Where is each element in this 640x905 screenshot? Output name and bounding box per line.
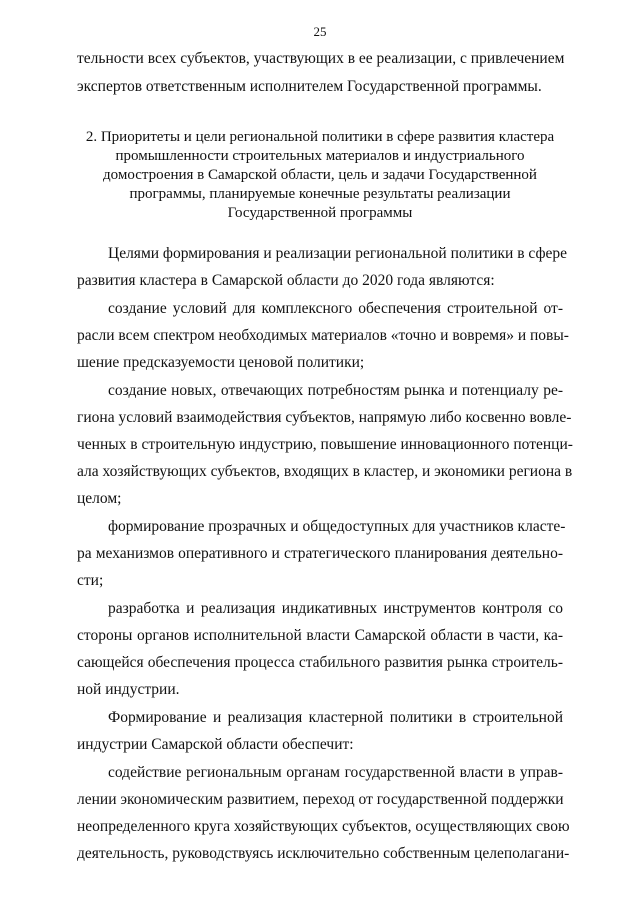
- page-number: 25: [313, 24, 327, 39]
- text-line: расли всем спектром необходимых материалов «точно и вовремя» и повы-: [77, 327, 569, 344]
- heading-line: домостроения в Самарской области, цель и задачи Государственной: [103, 167, 537, 183]
- text-line: создание новых, отвечающих потребностям рынка и потенциалу ре-: [108, 382, 563, 399]
- text-line: содействие региональным органам государственной власти в управ-: [108, 764, 563, 781]
- text-line: Формирование и реализация кластерной политики в строительной: [108, 709, 563, 726]
- text-line: шение предсказуемости ценовой политики;: [77, 354, 365, 371]
- text-line: целом;: [77, 490, 122, 507]
- text-line: сающейся обеспечения процесса стабильного развития рынка строитель-: [77, 654, 563, 671]
- heading-line: Государственной программы: [227, 205, 413, 221]
- text-line: лении экономическим развитием, переход от государственной поддержки: [77, 791, 564, 808]
- text-line: деятельность, руководствуясь исключительно собственным целеполагани-: [77, 845, 570, 862]
- text-line: ра механизмов оперативного и стратегического планирования деятельно-: [77, 545, 563, 562]
- text-line: сти;: [77, 572, 104, 589]
- text-line: ченных в строительную индустрию, повышение инновационного потенци-: [77, 436, 573, 453]
- text-line: стороны органов исполнительной власти Самарской области в части, ка-: [77, 627, 563, 644]
- text-line: ала хозяйствующих субъектов, входящих в кластер, и экономики региона в: [77, 463, 573, 480]
- text-line: экспертов ответственным исполнителем Государственной программы.: [77, 78, 542, 95]
- text-line: тельности всех субъектов, участвующих в ее реализации, с привлечением: [77, 50, 565, 67]
- text-line: ной индустрии.: [77, 681, 180, 698]
- text-line: индустрии Самарской области обеспечит:: [77, 736, 354, 753]
- heading-line: программы, планируемые конечные результаты реализации: [129, 186, 511, 202]
- text-line: создание условий для комплексного обеспечения строительной от-: [108, 300, 563, 317]
- text-line: развития кластера в Самарской области до 2020 года являются:: [77, 272, 495, 289]
- text-line: разработка и реализация индикативных инструментов контроля со: [108, 600, 563, 617]
- text-line: Целями формирования и реализации региональной политики в сфере: [108, 245, 568, 262]
- text-line: формирование прозрачных и общедоступных для участников класте-: [108, 518, 566, 535]
- heading-line: промышленности строительных материалов и индустриального: [115, 148, 525, 164]
- text-line: гиона условий взаимодействия субъектов, напрямую либо косвенно вовле-: [77, 409, 572, 426]
- heading-line: 2. Приоритеты и цели региональной политики в сфере развития кластера: [85, 129, 555, 145]
- text-line: неопределенного круга хозяйствующих субъектов, осуществляющих свою: [77, 818, 570, 835]
